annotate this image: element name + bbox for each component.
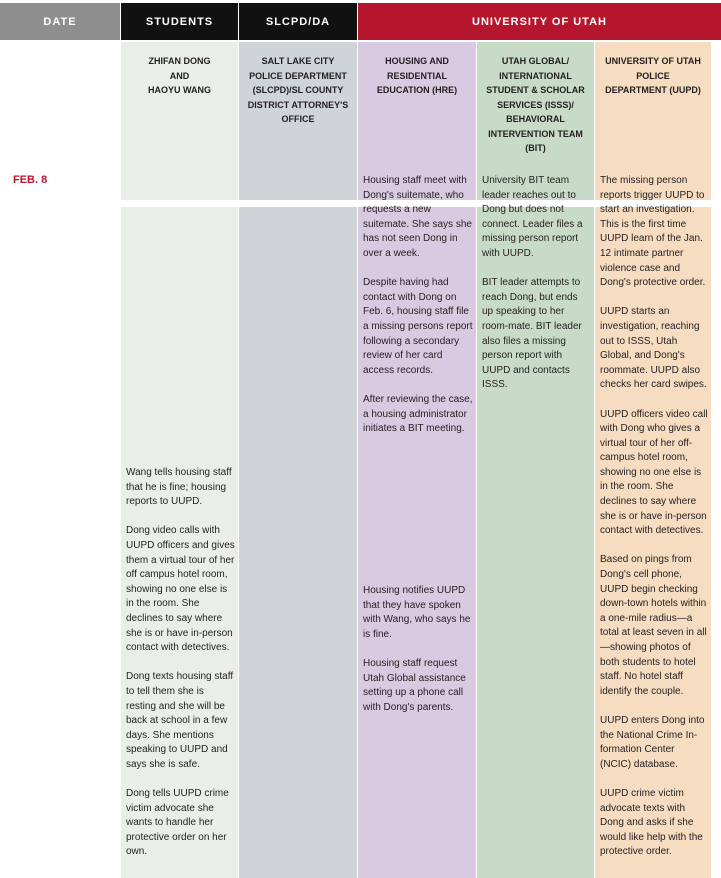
timeline-entry: Dong tells UUPD crime victim advocate she wants to handle her protective order on her own. bbox=[126, 788, 229, 858]
students-entries bbox=[126, 466, 235, 875]
isss-column bbox=[477, 42, 594, 878]
slcpd-header: SLCPD/DA bbox=[239, 3, 357, 40]
timeline-entry: UUPD starts an investigation, reaching out to ISSS, Utah Global, and Dong's roommate. UUPD also checks her card swipes. bbox=[600, 306, 707, 391]
slcpd-column bbox=[239, 42, 357, 878]
timeline-entry: Housing notifies UUPD that they have spoken with Wang, who says he is fine. bbox=[363, 585, 471, 640]
uupd-column bbox=[595, 42, 711, 878]
students-title: ZHIFAN DONG AND HAOYU WANG bbox=[148, 56, 211, 95]
isss-title: UTAH GLOBAL/ INTERNATIONAL STUDENT & SCHOLAR SERVICES (ISSS)/ BEHAVIORAL INTERVENTION TEAM (BIT) bbox=[486, 56, 585, 153]
timeline-entry: Dong video calls with UUPD officers and gives them a virtual tour of her off campus hotel room, showing no one else is in the room. She declines to say where she is or have in-person contact with detectives. bbox=[126, 525, 235, 654]
date-header: DATE bbox=[0, 3, 120, 40]
timeline-entry: UUPD officers video call with Dong who gives a virtual tour of her off-campus hotel room, showing no one else is in the room. She declines to say where she is or have in-person contact with detectives. bbox=[600, 408, 708, 537]
row-date: FEB. 8 bbox=[13, 174, 48, 186]
timeline-entry: UUPD crime victim advocate texts with Dong and asks if she would like help with the protective order. bbox=[600, 787, 703, 858]
hre-title: HOUSING AND RESIDENTIAL EDUCATION (HRE) bbox=[376, 56, 458, 95]
timeline-entry: Dong texts housing staff to tell them she is resting and she will be back at school in a few days. She mentions speaking to UUPD and says she is safe. bbox=[126, 671, 234, 770]
timeline-entry: Housing staff request Utah Global assistance setting up a phone call with Dong's parents. bbox=[363, 657, 466, 713]
university-header: UNIVERSITY OF UTAH bbox=[358, 3, 721, 40]
timeline-entry: University BIT team leader reaches out to Dong but does not connect. Leader files a missing person report with UUPD. bbox=[482, 175, 583, 259]
row-separator bbox=[121, 200, 238, 207]
timeline-entry: UUPD enters Dong into the National Crime In-formation Center (NCIC) database. bbox=[600, 714, 705, 770]
row-separator bbox=[239, 200, 357, 207]
timeline-entry: Wang tells housing staff that he is fine; housing reports to UUPD. bbox=[126, 467, 232, 508]
timeline-entry: The missing person reports trigger UUPD to start an investigation. This is the first time UUPD learn of the Jan. 12 intimate partner violence case and Dong's protective order. bbox=[600, 175, 706, 289]
hre-entries-bottom bbox=[363, 584, 473, 730]
slcpd-title: SALT LAKE CITY POLICE DEPARTMENT (SLCPD)/SL COUNTY DISTRICT ATTORNEY'S OFFICE bbox=[247, 56, 349, 124]
hre-column bbox=[358, 42, 476, 878]
timeline-entry: After reviewing the case, a housing administrator initiates a BIT meeting. bbox=[363, 393, 473, 435]
timeline-entry: Despite having had contact with Dong on Feb. 6, housing staff file a missing persons report following a secondary review of her card access records. bbox=[363, 277, 473, 376]
timeline-entry: Based on pings from Dong's cell phone, UUPD begin checking down-town hotels within a one-mile radius—a total at least seven in all—showing photos of both students to hotel staff. No hotel staff identify the couple. bbox=[600, 554, 707, 697]
hre-entries-top bbox=[363, 174, 473, 451]
timeline-entry: Housing staff meet with Dong's suitemate, who requests a new suitemate. She says she has not seen Dong in over a week. bbox=[363, 175, 472, 259]
students-column bbox=[121, 42, 238, 878]
uupd-title: UNIVERSITY OF UTAH POLICE DEPARTMENT (UUPD) bbox=[605, 56, 701, 95]
timeline-entry: BIT leader attempts to reach Dong, but ends up speaking to her room-mate. BIT leader also files a missing person report with UUPD and contacts ISSS. bbox=[482, 277, 582, 391]
students-header: STUDENTS bbox=[121, 3, 238, 40]
isss-entries bbox=[482, 174, 591, 408]
uupd-entries bbox=[600, 174, 708, 875]
